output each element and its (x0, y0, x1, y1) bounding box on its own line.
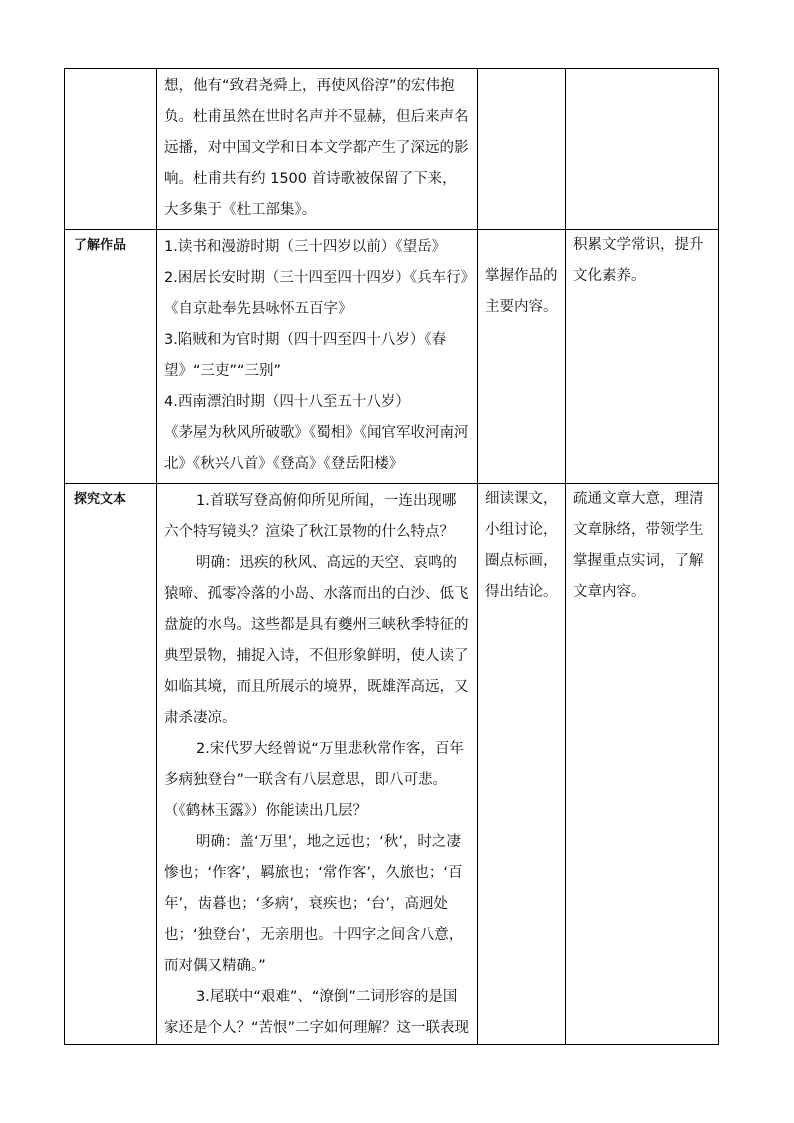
stage-cell (65, 484, 157, 1045)
content-line: 2.困居长安时期（三十四至四十四岁）《兵车行》《自京赴奉先县咏怀五百字》 (164, 270, 468, 317)
question-paragraph: 3.尾联中“艰难”、“潦倒”二词形容的是国家还是个人？“苦恨”二字如何理解？这一联表现 (164, 989, 470, 1036)
answer-paragraph: 明确：迅疾的秋风、高远的天空、哀鸣的猿啼、孤零冷落的小岛、水落而出的白沙、低飞盘旋的水鸟。这些都是具有夔州三峡秋季特征的典型景物，捕捉入诗，不但形象鲜明，使人读了如临其境，而且所展示的境界，既雄浑高远，又肃杀凄凉。 (164, 555, 469, 726)
content-line: 1.读书和漫游时期（三十四岁以前）《望岳》 (164, 239, 447, 255)
design-intent-text: 积累文学常识，提升文化素养。 (573, 237, 704, 284)
design-intent-cell (566, 484, 719, 1045)
design-intent-cell (566, 69, 719, 230)
content-line: 4.西南漂泊时期（四十八至五十八岁） (164, 394, 410, 410)
content-cell (157, 69, 478, 230)
content-cell (157, 230, 478, 484)
content-line: 3.陷贼和为官时期（四十四至四十八岁）《春望》“三吏”“三别” (164, 332, 447, 379)
table-row (65, 484, 719, 1045)
stage-cell (65, 69, 157, 230)
stage-cell (65, 230, 157, 484)
table-row (65, 230, 719, 484)
stage-label: 探究文本 (74, 492, 127, 507)
question-paragraph: 1.首联写登高俯仰所见所闻，一连出现哪六个特写镜头？渲染了秋江景物的什么特点？ (164, 493, 457, 540)
content-cell (157, 484, 478, 1045)
student-activity-text: 掌握作品的主要内容。 (485, 268, 558, 315)
student-activity-cell (478, 484, 566, 1045)
content-paragraph: 想，他有“致君尧舜上，再使风俗淳”的宏伟抱负。杜甫虽然在世时名声并不显赫，但后来声名远播，对中国文学和日本文学都产生了深远的影响。杜甫共有约 1500 首诗歌被保留了下来，大多集于《杜工部集》。 (164, 78, 469, 218)
student-activity-cell (478, 69, 566, 230)
student-activity-cell (478, 230, 566, 484)
lesson-plan-table (64, 68, 719, 1045)
question-paragraph: 2.宋代罗大经曾说“万里悲秋常作客，百年多病独登台”一联含有八层意思，即八可悲。（《鹤林玉露》）你能读出几层？ (164, 741, 464, 819)
student-activity-text: 细读课文，小组讨论，圈点标画，得出结论。 (485, 491, 558, 600)
design-intent-text: 疏通文章大意，理清文章脉络，带领学生掌握重点实词，了解文章内容。 (573, 491, 704, 600)
content-line: 《茅屋为秋风所破歌》《蜀相》《闻官军收河南河北》《秋兴八首》《登高》《登岳阳楼》 (164, 425, 469, 472)
design-intent-cell (566, 230, 719, 484)
answer-paragraph: 明确：盖‘万里’，地之远也；‘秋’，时之凄惨也；‘作客’，羁旅也；‘常作客’，久旅也；‘百年’，齿暮也；‘多病’，衰疾也；‘台’，高迥处也；‘独登台’，无亲朋也。十四字之间含八意，而对偶又精确。” (164, 834, 464, 974)
table-row (65, 69, 719, 230)
stage-label: 了解作品 (74, 238, 127, 253)
